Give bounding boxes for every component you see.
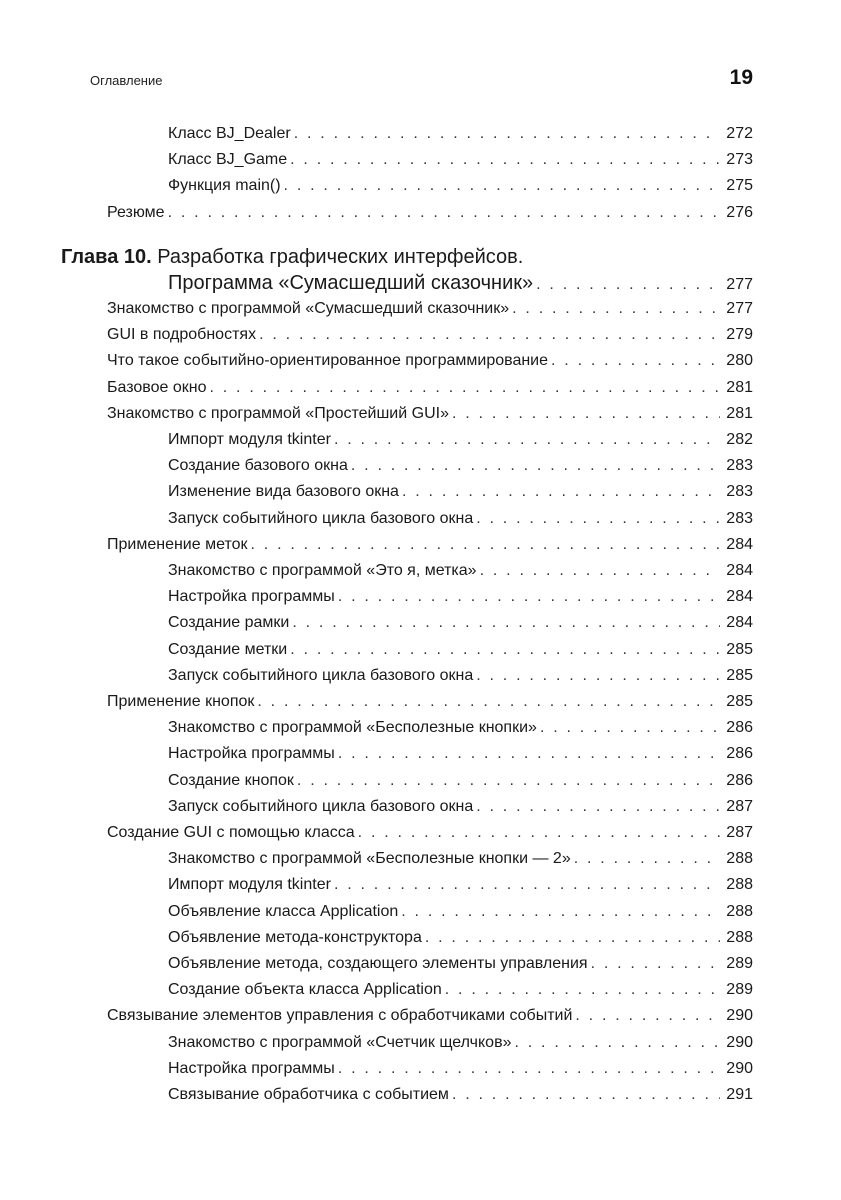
toc-subentry <box>168 1082 753 1108</box>
leader-dots <box>259 322 720 348</box>
toc-entry-page: 287 <box>726 824 753 841</box>
leader-dots <box>574 846 721 872</box>
toc-entry <box>107 1003 753 1029</box>
leader-dots <box>480 558 721 584</box>
running-header-title: Оглавление <box>90 73 163 88</box>
toc-entry-title: Базовое окно <box>107 378 207 396</box>
toc-entry-title: Знакомство с программой «Сумасшедший сказочник» <box>107 300 510 317</box>
toc-entry-title: Связывание элементов управления с обработчиками событий <box>107 1007 573 1025</box>
leader-dots <box>209 375 720 401</box>
toc-subentry <box>168 121 753 147</box>
toc-entry-title: Создание объекта класса Application <box>168 981 442 999</box>
toc-entry-title: Знакомство с программой «Счетчик щелчков» <box>168 1033 512 1051</box>
toc-entry-page: 290 <box>726 1059 753 1077</box>
toc-subentry <box>168 846 753 872</box>
toc-entry <box>107 200 753 226</box>
toc-entry-page: 285 <box>726 693 753 710</box>
leader-dots <box>338 1056 720 1082</box>
leader-dots <box>351 453 720 479</box>
leader-dots <box>452 401 720 427</box>
toc-subentry <box>168 899 753 925</box>
toc-entry-title: Создание метки <box>168 640 288 658</box>
toc-subentry <box>168 584 753 610</box>
leader-dots <box>476 794 720 820</box>
toc-entry-title: Класс BJ_Game <box>168 151 288 169</box>
toc-entry-title: Применение кнопок <box>107 693 255 710</box>
chapter-title-line2: Программа «Сумасшедший сказочник» <box>168 272 534 294</box>
leader-dots <box>425 925 720 951</box>
chapter-heading-line1 <box>61 243 523 271</box>
toc-subentry <box>168 663 753 689</box>
toc-entry-page: 288 <box>726 876 753 894</box>
toc-entry-title: Создание GUI с помощью класса <box>107 824 355 841</box>
toc-subentry <box>168 977 753 1003</box>
toc-entry-title: Настройка программы <box>168 588 335 606</box>
toc-entry-title: Знакомство с программой «Это я, метка» <box>168 562 477 579</box>
toc-subentry <box>168 427 753 453</box>
leader-dots <box>294 121 721 147</box>
toc-entry-page: 277 <box>726 300 753 317</box>
leader-dots <box>358 820 721 846</box>
leader-dots <box>476 663 720 689</box>
toc-subentry <box>168 741 753 767</box>
leader-dots <box>536 271 720 299</box>
toc-subentry <box>168 479 753 505</box>
chapter-heading-line2 <box>168 269 753 297</box>
leader-dots <box>290 147 720 173</box>
toc-entry-title: Запуск событийного цикла базового окна <box>168 666 474 684</box>
toc-entry-title: Знакомство с программой «Бесполезные кнопки» <box>168 719 537 737</box>
leader-dots <box>292 610 720 636</box>
toc-subentry <box>168 558 753 584</box>
toc-entry-page: 290 <box>726 1007 753 1025</box>
page-number: 19 <box>729 66 753 89</box>
toc-subentry <box>168 794 753 820</box>
leader-dots <box>591 951 721 977</box>
toc-entry <box>107 401 753 427</box>
toc-entry-title: Настройка программы <box>168 745 335 763</box>
chapter-label: Глава 10. <box>61 246 152 268</box>
toc-entry-page: 287 <box>726 797 753 815</box>
toc-subentry <box>168 506 753 532</box>
toc-subentry <box>168 610 753 636</box>
toc-subentry <box>168 173 753 199</box>
toc-entry-title: Знакомство с программой «Простейший GUI» <box>107 404 449 422</box>
toc-entry-page: 281 <box>726 378 753 396</box>
toc-entry-page: 285 <box>726 640 753 658</box>
leader-dots <box>334 427 720 453</box>
toc-entry-page: 288 <box>726 902 753 920</box>
leader-dots <box>334 872 720 898</box>
leader-dots <box>476 506 720 532</box>
leader-dots <box>168 200 721 226</box>
toc-subentry <box>168 637 753 663</box>
toc-entry-page: 286 <box>726 745 753 763</box>
toc-entry-page: 276 <box>726 203 753 221</box>
toc-entry-page: 288 <box>726 850 753 868</box>
toc-entry-page: 283 <box>726 509 753 527</box>
toc-entry-title: Объявление метода, создающего элементы управления <box>168 955 588 972</box>
toc-entry-page: 290 <box>726 1033 753 1051</box>
leader-dots <box>452 1082 720 1108</box>
leader-dots <box>338 584 720 610</box>
toc-entry-page: 289 <box>726 981 753 999</box>
toc-subentry <box>168 715 753 741</box>
leader-dots <box>257 689 720 715</box>
toc-entry-title: Объявление класса Application <box>168 902 399 920</box>
leader-dots <box>512 296 720 322</box>
leader-dots <box>290 637 720 663</box>
toc-entry <box>107 322 753 348</box>
leader-dots <box>284 173 721 199</box>
leader-dots <box>445 977 721 1003</box>
toc-subentry <box>168 1056 753 1082</box>
toc-entry-title: Объявление метода-конструктора <box>168 928 422 946</box>
leader-dots <box>251 532 721 558</box>
toc-subentry <box>168 1030 753 1056</box>
leader-dots <box>401 899 720 925</box>
toc-entry-page: 284 <box>726 535 753 553</box>
toc-subentry <box>168 925 753 951</box>
toc-entry-page: 285 <box>726 666 753 684</box>
toc-entry-title: Импорт модуля tkinter <box>168 876 331 894</box>
toc-entry-page: 284 <box>726 588 753 606</box>
toc-entry-title: Применение меток <box>107 535 248 553</box>
leader-dots <box>514 1030 720 1056</box>
toc-entry-title: Знакомство с программой «Бесполезные кнопки — 2» <box>168 850 571 868</box>
leader-dots <box>551 348 720 374</box>
toc-subentry <box>168 147 753 173</box>
toc-entry-title: GUI в подробностях <box>107 326 257 344</box>
toc-subentry <box>168 768 753 794</box>
toc-entry-page: 291 <box>726 1086 753 1103</box>
toc-entry-title: Создание базового окна <box>168 457 348 475</box>
toc-entry-title: Импорт модуля tkinter <box>168 431 331 448</box>
toc-entry <box>107 296 753 322</box>
toc-entry-page: 284 <box>726 614 753 632</box>
toc-entry <box>107 375 753 401</box>
leader-dots <box>338 741 720 767</box>
toc-entry-title: Настройка программы <box>168 1059 335 1077</box>
toc-entry-page: 288 <box>726 928 753 946</box>
chapter-page: 277 <box>726 276 753 293</box>
toc-entry <box>107 348 753 374</box>
toc-entry-page: 283 <box>726 483 753 501</box>
leader-dots <box>402 479 720 505</box>
leader-dots <box>575 1003 720 1029</box>
toc-entry-page: 275 <box>726 177 753 195</box>
leader-dots <box>540 715 720 741</box>
toc-entry <box>107 532 753 558</box>
toc-entry-page: 280 <box>726 352 753 370</box>
toc-entry-page: 283 <box>726 457 753 475</box>
toc-entry-title: Резюме <box>107 203 165 221</box>
toc-entry-page: 279 <box>726 326 753 344</box>
toc-entry-title: Запуск событийного цикла базового окна <box>168 797 474 815</box>
toc-subentry <box>168 951 753 977</box>
toc-entry-title: Запуск событийного цикла базового окна <box>168 509 474 527</box>
toc-entry-page: 281 <box>726 404 753 422</box>
toc-entry-title: Создание кнопок <box>168 771 294 789</box>
toc-entry-page: 272 <box>726 125 753 142</box>
toc-entry-page: 289 <box>726 955 753 972</box>
leader-dots <box>297 768 720 794</box>
toc-entry-title: Что такое событийно-ориентированное программирование <box>107 352 549 370</box>
toc-entry-page: 282 <box>726 431 753 448</box>
toc-entry <box>107 689 753 715</box>
toc-entry-title: Изменение вида базового окна <box>168 483 399 501</box>
toc-subentry <box>168 453 753 479</box>
toc-entry-title: Функция main() <box>168 177 281 195</box>
toc-entry <box>107 820 753 846</box>
toc-entry-page: 286 <box>726 771 753 789</box>
toc-entry-title: Класс BJ_Dealer <box>168 125 291 142</box>
toc-entry-page: 273 <box>726 151 753 169</box>
toc-subentry <box>168 872 753 898</box>
toc-entry-page: 286 <box>726 719 753 737</box>
toc-entry-page: 284 <box>726 562 753 579</box>
toc-entry-title: Создание рамки <box>168 614 290 632</box>
chapter-title-line1: Разработка графических интерфейсов. <box>157 246 524 268</box>
toc-entry-title: Связывание обработчика с событием <box>168 1086 449 1103</box>
